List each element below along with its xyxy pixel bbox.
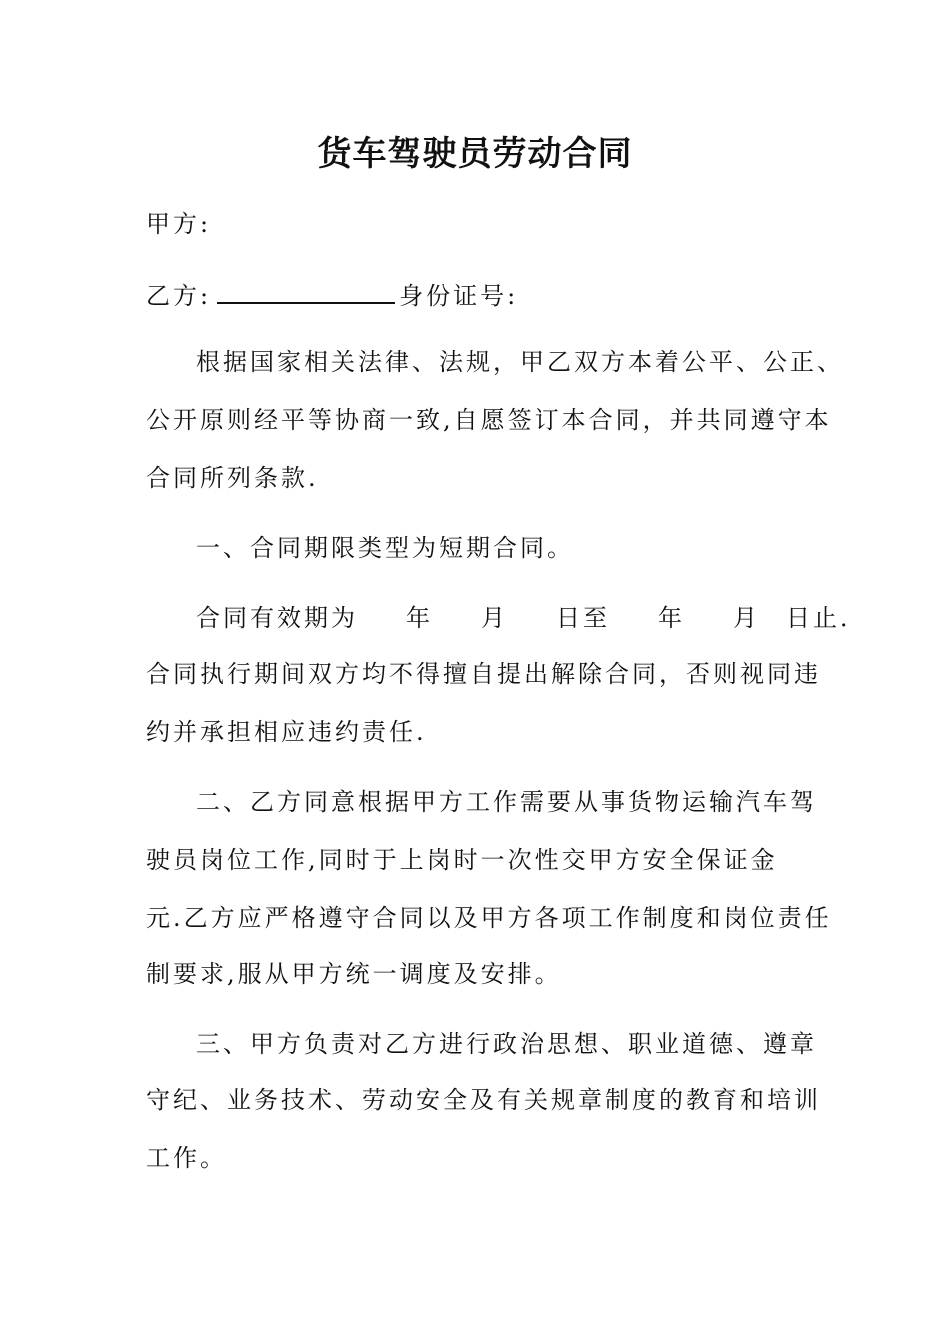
- party-b-line: [146, 278, 826, 314]
- party-b-name-blank: [217, 278, 395, 304]
- term-prefix: 合同有效期为: [196, 604, 358, 632]
- clause3-line-2: 守纪、业务技术、劳动安全及有关规章制度的教育和培训: [146, 1086, 821, 1114]
- clause1-term-line: [196, 600, 867, 636]
- term-year-1: 年: [406, 604, 433, 632]
- clause3-line-3: 工作。: [146, 1144, 227, 1172]
- id-number-label: 身份证号:: [399, 282, 519, 310]
- clause1-line-2: 合同执行期间双方均不得擅自提出解除合同，否则视同违: [146, 660, 821, 688]
- clause1-heading: 一、合同期限类型为短期合同。: [196, 534, 574, 562]
- clause2-line-2: 驶员岗位工作,同时于上岗时一次性交甲方安全保证金: [146, 846, 778, 874]
- document-title: 货车驾驶员劳动合同: [317, 134, 633, 174]
- clause2-line-4: 制要求,服从甲方统一调度及安排。: [146, 960, 562, 988]
- clause2-line-3: 元.乙方应严格遵守合同以及甲方各项工作制度和岗位责任: [146, 904, 832, 932]
- party-a-line: 甲方:: [146, 210, 212, 238]
- clause1-line-3: 约并承担相应违约责任.: [146, 718, 427, 746]
- term-month-2: 月: [733, 604, 760, 632]
- clause3-line-1: 三、甲方负责对乙方进行政治思想、职业道德、遵章: [196, 1030, 817, 1058]
- term-month-1: 月: [481, 604, 508, 632]
- preamble-line-1: 根据国家相关法律、法规，甲乙双方本着公平、公正、: [196, 348, 844, 376]
- preamble-line-2: 公开原则经平等协商一致,自愿签订本合同，并共同遵守本: [146, 406, 832, 434]
- party-b-label: 乙方:: [146, 282, 212, 310]
- term-day-end: 日止．: [786, 604, 867, 632]
- term-year-2: 年: [658, 604, 685, 632]
- term-day-to: 日至: [556, 604, 610, 632]
- clause2-line-1: 二、乙方同意根据甲方工作需要从事货物运输汽车驾: [196, 788, 817, 816]
- preamble-line-3: 合同所列条款.: [146, 464, 319, 492]
